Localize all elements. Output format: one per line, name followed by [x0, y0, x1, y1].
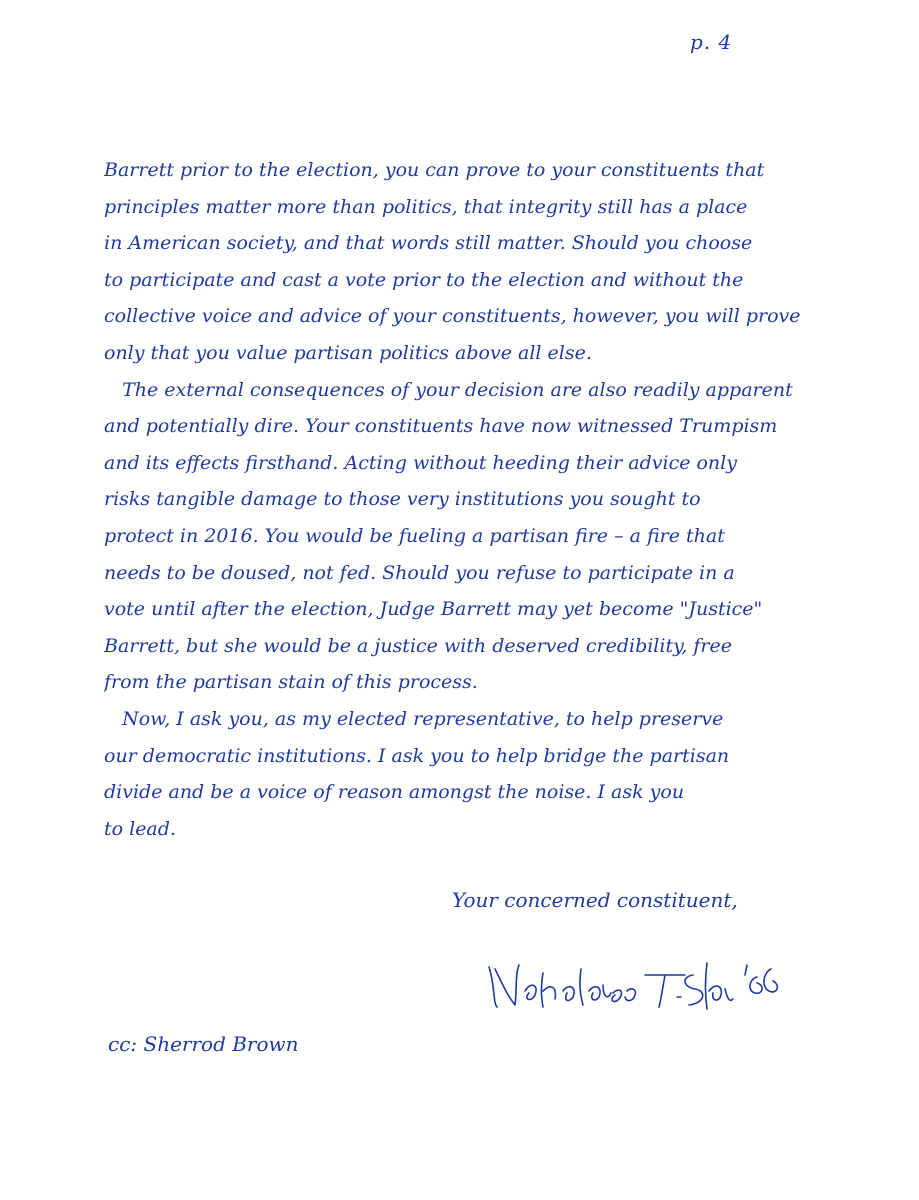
- letter-line: Now, I ask you, as my elected representative, to help preserve: [104, 707, 724, 730]
- letter-line: risks tangible damage to those very institutions you sought to: [104, 488, 701, 511]
- letter-line: from the partisan stain of this process.: [104, 671, 478, 694]
- letter-line: Barrett, but she would be a justice with deserved credibility, free: [104, 634, 732, 657]
- page-number: p. 4: [690, 30, 733, 54]
- letter-line: The external consequences of your decision are also readily apparent: [104, 378, 793, 401]
- letter-line: needs to be doused, not fed. Should you refuse to participate in a: [104, 561, 735, 584]
- letter-line: in American society, and that words still matter. Should you choose: [104, 232, 753, 255]
- closing-salutation: Your concerned constituent,: [452, 888, 738, 912]
- letter-line: and potentially dire. Your constituents have now witnessed Trumpism: [104, 415, 778, 438]
- letter-line: our democratic institutions. I ask you to help bridge the partisan: [104, 744, 730, 767]
- letter-line: principles matter more than politics, that integrity still has a place: [104, 195, 748, 218]
- handwritten-signature: [485, 955, 785, 1015]
- cc-recipient: cc: Sherrod Brown: [108, 1032, 299, 1056]
- signature-drawing: [485, 955, 785, 1015]
- letter-line: to participate and cast a vote prior to the election and without the: [104, 268, 744, 291]
- letter-line: only that you value partisan politics above all else.: [104, 341, 592, 364]
- letter-line: vote until after the election, Judge Barrett may yet become "Justice": [104, 598, 763, 621]
- letter-line: Barrett prior to the election, you can prove to your constituents that: [104, 159, 765, 181]
- letter-line: to lead.: [104, 817, 176, 840]
- letter-line: protect in 2016. You would be fueling a partisan fire – a fire that: [104, 524, 725, 547]
- letter-line: collective voice and advice of your constituents, however, you will prove: [104, 305, 801, 328]
- letter-line: and its effects firsthand. Acting without heeding their advice only: [104, 451, 737, 474]
- letter-line: divide and be a voice of reason amongst the noise. I ask you: [104, 781, 685, 804]
- letter-body: [104, 152, 816, 847]
